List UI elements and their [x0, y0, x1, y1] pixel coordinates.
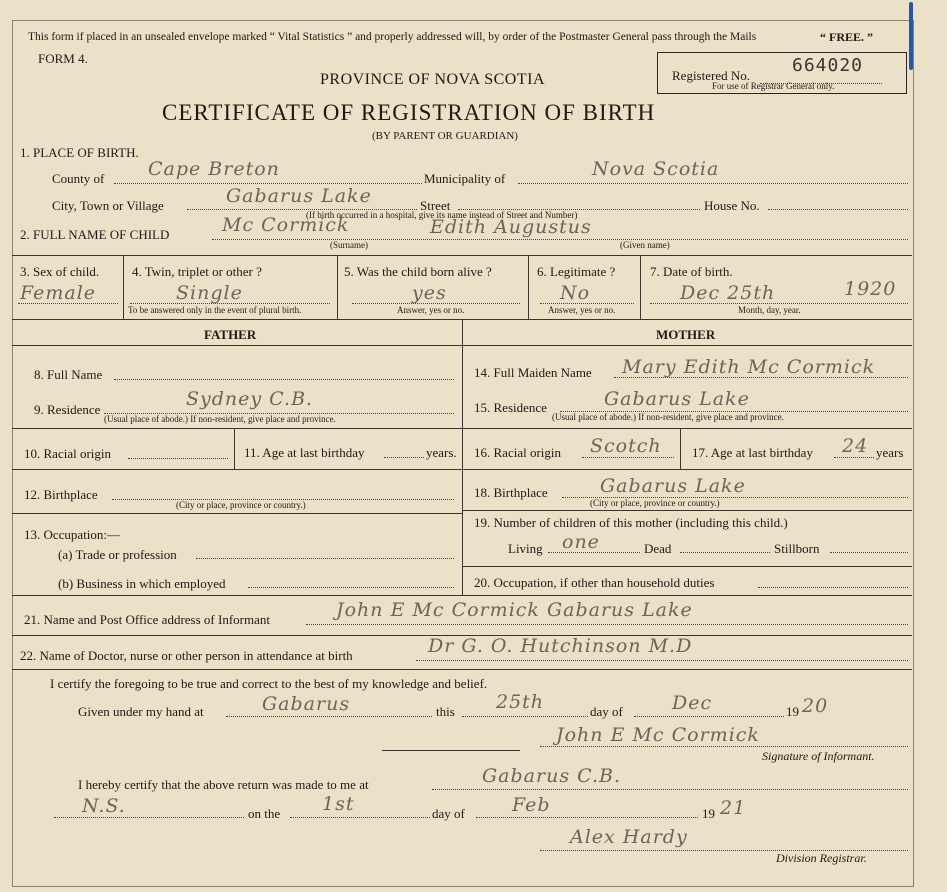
date-label: 7. Date of birth.	[650, 264, 733, 279]
father-heading: FATHER	[204, 327, 257, 342]
informant-value: John E Mc Cormick Gabarus Lake	[336, 599, 693, 621]
stillborn-label: Stillborn	[774, 541, 820, 556]
return-province: N.S.	[82, 795, 126, 817]
return-label: I hereby certify that the above return was made to me at	[78, 777, 369, 792]
free-label: “ FREE. ”	[820, 30, 874, 44]
return-day-of-label: day of	[432, 806, 465, 821]
twin-value: Single	[176, 282, 243, 304]
mother-heading: MOTHER	[656, 327, 716, 342]
given-label: Given under my hand at	[78, 704, 204, 719]
mother-racial-value: Scotch	[590, 435, 662, 457]
father-birthplace-label: 12. Birthplace	[24, 487, 98, 502]
on-the-label: on the	[248, 806, 281, 821]
trade-label: (a) Trade or profession	[58, 547, 177, 562]
year-value: 1920	[844, 278, 897, 300]
father-residence-value: Sydney C.B.	[186, 388, 314, 410]
father-years-label: years.	[426, 445, 457, 460]
children-label: 19. Number of children of this mother (including this child.)	[474, 515, 788, 530]
living-value: one	[562, 531, 600, 553]
page-subtitle: (BY PARENT OR GUARDIAN)	[372, 130, 518, 142]
alive-label: 5. Was the child born alive ?	[344, 264, 492, 279]
doctor-value: Dr G. O. Hutchinson M.D	[428, 635, 693, 657]
mother-occupation-label: 20. Occupation, if other than household duties	[474, 575, 715, 590]
form-number: FORM 4.	[38, 51, 88, 66]
return-year: 21	[720, 797, 747, 819]
return-day: 1st	[322, 793, 355, 815]
legitimate-label: 6. Legitimate ?	[537, 264, 616, 279]
mother-birthplace-label: 18. Birthplace	[474, 485, 548, 500]
mother-residence-label: 15. Residence	[474, 400, 547, 415]
father-residence-note: (Usual place of abode.) If non-resident, give place and province.	[104, 414, 336, 424]
given-year-prefix: 19	[786, 704, 799, 719]
father-age-label: 11. Age at last birthday	[244, 445, 365, 460]
informant-signature: John E Mc Cormick	[556, 724, 760, 746]
mother-birthplace-note: (City or place, province or country.)	[590, 498, 720, 508]
day-of-label: day of	[590, 704, 623, 719]
mother-residence-note: (Usual place of abode.) If non-resident, give place and province.	[552, 412, 784, 422]
twin-note: To be answered only in the event of plural birth.	[128, 305, 302, 315]
county-value: Cape Breton	[148, 158, 280, 180]
return-place: Gabarus C.B.	[482, 765, 622, 787]
mother-racial-label: 16. Racial origin	[474, 445, 562, 460]
this-label: this	[436, 704, 455, 719]
child-given-name: Edith Augustus	[430, 216, 592, 238]
province-heading: PROVINCE OF NOVA SCOTIA	[320, 71, 546, 88]
father-birthplace-note: (City or place, province or country.)	[176, 500, 306, 510]
county-label: County of	[52, 171, 105, 186]
city-value: Gabarus Lake	[226, 185, 372, 207]
registrar-signature: Alex Hardy	[570, 826, 688, 848]
registrar-note: For use of Registrar General only.	[712, 81, 835, 91]
given-day: 25th	[496, 691, 545, 713]
informant-label: 21. Name and Post Office address of Informant	[24, 612, 270, 627]
registrar-caption: Division Registrar.	[776, 851, 867, 865]
mother-birthplace-value: Gabarus Lake	[600, 475, 746, 497]
given-place: Gabarus	[262, 693, 351, 715]
dead-label: Dead	[644, 541, 672, 556]
informant-caption: Signature of Informant.	[762, 749, 875, 763]
father-name-label: 8. Full Name	[34, 367, 103, 382]
mother-age-label: 17. Age at last birthday	[692, 445, 813, 460]
return-year-prefix: 19	[702, 806, 715, 821]
given-month: Dec	[672, 692, 713, 714]
mother-years-label: years	[876, 445, 904, 460]
business-label: (b) Business in which employed	[58, 576, 226, 591]
given-caption: (Given name)	[620, 240, 670, 250]
sex-label: 3. Sex of child.	[20, 264, 100, 279]
given-year: 20	[802, 695, 829, 717]
father-racial-label: 10. Racial origin	[24, 446, 112, 461]
street-label: Street	[420, 198, 451, 213]
registered-label: Registered No.	[672, 68, 750, 83]
mother-age-value: 24	[842, 435, 869, 457]
alive-value: yes	[412, 282, 447, 304]
alive-note: Answer, yes or no.	[397, 305, 465, 315]
page-title: CERTIFICATE OF REGISTRATION OF BIRTH	[162, 100, 656, 125]
sex-value: Female	[20, 282, 97, 304]
hospital-note: (If birth occurred in a hospital, give its name instead of Street and Number)	[306, 210, 578, 220]
doctor-label: 22. Name of Doctor, nurse or other person in attendance at birth	[20, 648, 353, 663]
house-label: House No.	[704, 198, 760, 213]
twin-label: 4. Twin, triplet or other ?	[132, 264, 262, 279]
ink-mark	[909, 2, 913, 70]
date-value: Dec 25th	[680, 282, 776, 304]
surname-caption: (Surname)	[330, 240, 368, 250]
municipality-value: Nova Scotia	[592, 158, 720, 180]
municipality-label: Municipality of	[424, 171, 506, 186]
mailing-note: This form if placed in an unsealed envelope marked “ Vital Statistics ” and properly addressed will, by order of the Postmaster General pass through the Mails	[28, 31, 757, 43]
legitimate-note: Answer, yes or no.	[548, 305, 616, 315]
certify-statement: I certify the foregoing to be true and correct to the best of my knowledge and belief.	[50, 676, 488, 691]
city-label: City, Town or Village	[52, 198, 164, 213]
child-surname: Mc Cormick	[222, 214, 350, 236]
mother-name-value: Mary Edith Mc Cormick	[622, 356, 876, 378]
date-note: Month, day, year.	[738, 305, 801, 315]
registered-number: 664020	[792, 55, 864, 76]
return-month: Feb	[512, 794, 551, 816]
mother-name-label: 14. Full Maiden Name	[474, 365, 592, 380]
living-label: Living	[508, 541, 543, 556]
child-name-label: 2. FULL NAME OF CHILD	[20, 227, 170, 242]
father-occupation-label: 13. Occupation:—	[24, 527, 121, 542]
mother-residence-value: Gabarus Lake	[604, 388, 750, 410]
place-of-birth-label: 1. PLACE OF BIRTH.	[20, 145, 139, 160]
legitimate-value: No	[560, 282, 591, 304]
father-residence-label: 9. Residence	[34, 402, 101, 417]
